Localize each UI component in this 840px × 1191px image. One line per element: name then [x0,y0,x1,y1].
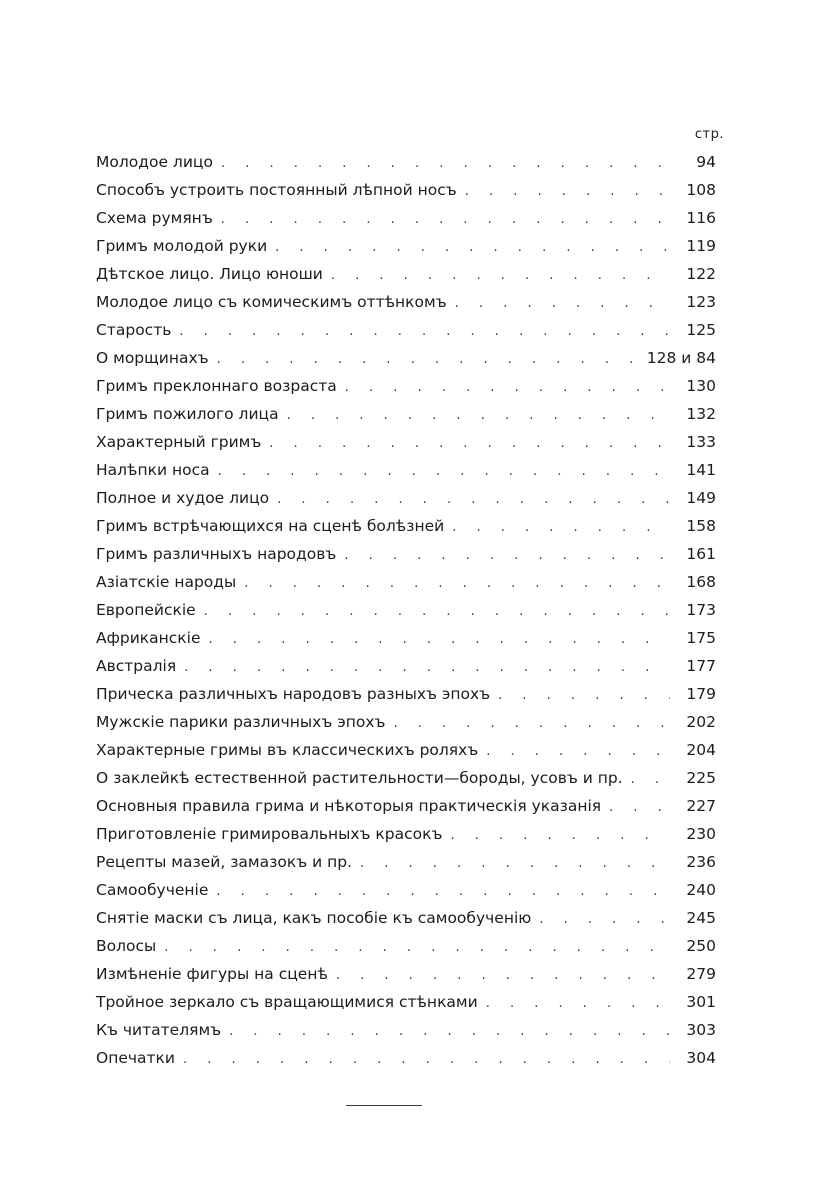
toc-entry-page: 240 [686,881,716,899]
table-of-contents [96,148,716,1072]
dot-leader [217,346,641,374]
dot-leader [275,234,670,262]
dot-leader [269,430,670,458]
toc-entry-page: 128 и 84 [646,349,716,367]
toc-entry [96,484,716,512]
toc-entry-page: 225 [686,769,716,787]
toc-entry [96,260,716,288]
dot-leader [287,402,670,430]
toc-entry-page: 132 [686,405,716,423]
toc-entry-page: 119 [686,237,716,255]
toc-entry-title: Молодое лицо [96,153,213,171]
toc-entry [96,400,716,428]
toc-entry-page: 250 [686,937,716,955]
dot-leader [204,598,670,626]
dot-leader [465,178,670,206]
toc-entry-page: 204 [686,741,716,759]
toc-entry [96,512,716,540]
dot-leader [452,514,670,542]
toc-entry-title: Самообученiе [96,881,209,899]
dot-leader [244,570,670,598]
dot-leader [631,766,670,794]
toc-entry-page: 108 [686,181,716,199]
toc-entry-page: 175 [686,629,716,647]
toc-entry-page: 149 [686,489,716,507]
closing-rule [346,1105,422,1106]
toc-entry-page: 202 [686,713,716,731]
toc-entry-title: Къ читателямъ [96,1021,222,1039]
dot-leader [183,1046,670,1074]
toc-entry-page: 123 [686,293,716,311]
toc-entry [96,568,716,596]
dot-leader [229,1018,670,1046]
toc-entry-page: 230 [686,825,716,843]
toc-entry-page: 179 [686,685,716,703]
toc-entry [96,1044,716,1072]
toc-entry-page: 161 [686,545,716,563]
toc-entry-title: Азiатскiе народы [96,573,237,591]
dot-leader [498,682,670,710]
dot-leader [184,654,670,682]
dot-leader [209,626,671,654]
toc-entry-title: Характерный гримъ [96,433,262,451]
dot-leader [450,822,670,850]
toc-entry-page: 301 [686,993,716,1011]
toc-entry-page: 94 [696,153,716,171]
toc-entry [96,316,716,344]
toc-entry [96,792,716,820]
toc-entry-title: Гримъ встрѣчающихся на сценѣ болѣзней [96,517,445,535]
dot-leader [218,458,670,486]
toc-entry-title: Приготовленiе гримировальныхъ красокъ [96,825,443,843]
toc-entry [96,176,716,204]
dot-leader [336,962,670,990]
toc-entry-page: 141 [686,461,716,479]
toc-entry-page: 158 [686,517,716,535]
toc-entry-page: 133 [686,433,716,451]
toc-entry-title: Европейскiе [96,601,196,619]
toc-entry-title: Измѣненiе фигуры на сценѣ [96,965,328,983]
toc-entry [96,932,716,960]
toc-entry-title: Гримъ молодой руки [96,237,268,255]
dot-leader [221,206,670,234]
toc-entry-title: О заклейкѣ естественной растительности—бороды, усовъ и пр. [96,769,623,787]
dot-leader [486,738,670,766]
toc-entry-page: 130 [686,377,716,395]
dot-leader [345,374,670,402]
toc-entry-title: Австралiя [96,657,177,675]
toc-entry [96,876,716,904]
toc-entry-title: Налѣпки носа [96,461,210,479]
toc-entry-title: Старость [96,321,172,339]
toc-entry-title: Опечатки [96,1049,175,1067]
dot-leader [455,290,670,318]
toc-entry-page: 304 [686,1049,716,1067]
dot-leader [539,906,670,934]
toc-entry [96,680,716,708]
toc-entry-title: Гримъ преклоннаго возраста [96,377,337,395]
toc-entry [96,288,716,316]
toc-entry [96,540,716,568]
dot-leader [609,794,670,822]
toc-entry-page: 279 [686,965,716,983]
toc-entry [96,148,716,176]
toc-entry [96,428,716,456]
toc-entry-title: Волосы [96,937,157,955]
toc-entry [96,960,716,988]
toc-entry-title: Характерные гримы въ классическихъ роляхъ [96,741,479,759]
toc-entry [96,596,716,624]
toc-entry [96,904,716,932]
toc-entry-title: Схема румянъ [96,209,213,227]
page-column-header: стр. [694,127,724,142]
toc-entry [96,456,716,484]
dot-leader [164,934,670,962]
toc-entry [96,232,716,260]
toc-entry-title: Прическа различныхъ народовъ разныхъ эпохъ [96,685,491,703]
toc-entry-title: Гримъ различныхъ народовъ [96,545,337,563]
dot-leader [221,150,670,178]
toc-entry-title: Дѣтское лицо. Лицо юноши [96,265,323,283]
toc-entry [96,764,716,792]
toc-entry-page: 236 [686,853,716,871]
toc-entry-page: 177 [686,657,716,675]
toc-entry-page: 122 [686,265,716,283]
toc-entry-title: Рецепты мазей, замазокъ и пр. [96,853,352,871]
toc-entry-title: О морщинахъ [96,349,209,367]
toc-entry-title: Тройное зеркало съ вращающимися стѣнками [96,993,478,1011]
toc-entry-title: Мужскiе парики различныхъ эпохъ [96,713,386,731]
toc-entry [96,372,716,400]
toc-entry [96,624,716,652]
dot-leader [277,486,670,514]
toc-entry-title: Полное и худое лицо [96,489,270,507]
toc-entry-page: 245 [686,909,716,927]
toc-entry-page: 303 [686,1021,716,1039]
toc-entry-page: 227 [686,797,716,815]
toc-entry [96,848,716,876]
toc-entry [96,708,716,736]
dot-leader [344,542,670,570]
toc-entry [96,204,716,232]
toc-entry-page: 116 [686,209,716,227]
dot-leader [331,262,670,290]
toc-entry-title: Способъ устроить постоянный лѣпной носъ [96,181,457,199]
dot-leader [360,850,670,878]
toc-entry-page: 125 [686,321,716,339]
toc-entry-title: Снятiе маски съ лица, какъ пособiе къ самообученiю [96,909,532,927]
toc-entry [96,344,716,372]
dot-leader [179,318,670,346]
toc-entry [96,820,716,848]
toc-entry-page: 173 [686,601,716,619]
dot-leader [486,990,670,1018]
toc-entry [96,1016,716,1044]
toc-entry [96,736,716,764]
toc-entry-title: Молодое лицо съ комическимъ оттѣнкомъ [96,293,447,311]
toc-entry [96,988,716,1016]
toc-entry-title: Гримъ пожилого лица [96,405,279,423]
dot-leader [216,878,670,906]
toc-entry-title: Основныя правила грима и нѣкоторыя практическiя указанiя [96,797,602,815]
toc-entry-page: 168 [686,573,716,591]
toc-entry [96,652,716,680]
toc-entry-title: Африканскiе [96,629,201,647]
dot-leader [393,710,670,738]
